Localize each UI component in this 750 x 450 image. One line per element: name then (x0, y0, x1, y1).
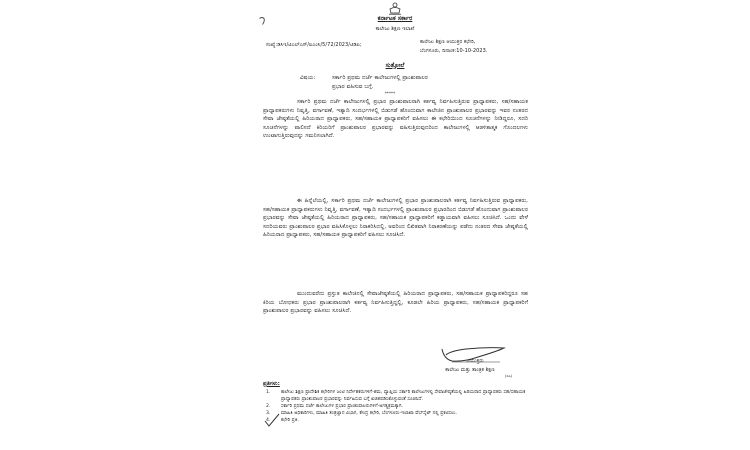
copy-item-text: ಕಾಲೇಜು ಶಿಕ್ಷಣ ಪ್ರಾದೇಶಿಕ ಕಛೇರಿಗಳ ಜಂಟಿ ನಿರ್ದೇಶಕರುಗಳಿಗೆ-ಶಮ, ವ್ಯಾಪ್ತಿಯ ಸರ್ಕಾರಿ ಕಾಲೇಜುಗಳಲ್ಲಿ ಸೇವಾಜೇಷ್ಠತೆಯಲ್ಲಿ ಹಿರಿಯರಾದ ಪ್ರಾಧ್ಯಾಪಕರು ಸಹ/ಸಹಾಯಕ ಪ್ರಾಧ್ಯಾಪಕರು ಪ್ರಾಂಶುಪಾಲರ ಪ್ರಭಾರವನ್ನು ನಿರ್ವಹಿಸುವ ಬಗ್ಗೆ ಖಚಿತಪಡಿಸಿಕೊಳ್ಳುವಂತೆ ಸೂಚಿಸಿದೆ. (281, 390, 526, 402)
copies-list (263, 389, 528, 424)
state-emblem-icon (387, 2, 403, 15)
signatory-office: ಕಾಲೇಜು ಮತ್ತು ತಾಂತ್ರಿಕ ಶಿಕ್ಷಣ (445, 367, 495, 373)
subject-label: ವಿಷಯ: (300, 75, 316, 81)
copy-item-number: 3. (266, 411, 271, 416)
copy-item-number: 2. (266, 404, 271, 409)
subject-line-2: ಪ್ರಭಾರ ವಹಿಸುವ ಬಗ್ಗೆ. (332, 83, 374, 90)
copy-item (263, 410, 528, 417)
office-address (420, 38, 530, 55)
reference-number: ಸಂಖ್ಯೆ:ಡಿಸಿಇ/ಟಿಎಲ್‌ಎಸ್/ಐಎಂಸಿ/5/72/2023/ಟಿಡಿಪಿ; (266, 42, 362, 48)
document-title: ಸುತ್ತೋಲೆ (385, 62, 405, 69)
signature-note: (ಸಹಿ) (505, 374, 513, 378)
copies-heading: ಪ್ರತಿಗಳು: (263, 381, 280, 387)
subject-line-1: ಸರ್ಕಾರಿ ಪ್ರಥಮ ದರ್ಜೆ ಕಾಲೇಜುಗಳಲ್ಲಿ ಪ್ರಾಂಶುಪಾಲರ (332, 75, 428, 81)
government-name: ಕರ್ನಾಟಕ ಸರ್ಕಾರ (377, 15, 413, 22)
department-name: ಕಾಲೇಜು ಶಿಕ್ಷಣ ಇಲಾಖೆ (375, 26, 415, 32)
office-date-line: ಬೆಂಗಳೂರು, ದಿನಾಂಕ:10-10-2023. (420, 47, 488, 54)
copy-item-text: ಮಾಹಿತಿ ಅಧಿಕಾರಿಗಳು, ಮಾಹಿತಿ ತಂತ್ರಜ್ಞಾನ ವಿಭಾಗ, ಕೇಂದ್ರ ಕಛೇರಿ, ಬೆಂಗಳೂರು-ಇಲಾಖಾ ವೆಬ್‌ಸೈಟ್ ನಲ್ಲಿ ಪ್ರಕಟಿಸಲು. (281, 411, 458, 416)
paragraph-2: ಈ ಹಿನ್ನೆಲೆಯಲ್ಲಿ, ಸರ್ಕಾರಿ ಪ್ರಥಮ ದರ್ಜೆ ಕಾಲೇಜುಗಳಲ್ಲಿ ಪ್ರಭಾರ ಪ್ರಾಂಶುಪಾಲರಾಗಿ ಕರ್ತವ್ಯ ನಿರ್ವಹಿಸುತ್ತಿರುವ ಪ್ರಾಧ್ಯಾಪಕರು, ಸಹ/ಸಹಾಯಕ ಪ್ರಾಧ್ಯಾಪಕರುಗಳು ನಿವೃತ್ತಿ, ವರ್ಗಾವಣೆ, ಇತ್ಯಾದಿ ಸಂದರ್ಭಗಳಲ್ಲಿ ಪ್ರಾಂಶುಪಾಲರ ಪ್ರಭಾರದಿಂದ ಬಿಡುಗಡೆ ಹೊಂದುವಾಗ ಪ್ರಾಂಶುಪಾಲರ ಪ್ರಭಾರವನ್ನು ಸೇವಾ ಜೇಷ್ಠತೆಯಲ್ಲಿ ಹಿರಿಯರಾದ ಪ್ರಾಧ್ಯಾಪಕರು, ಸಹ/ಸಹಾಯಕ ಪ್ರಾಧ್ಯಾಪಕರಿಗೆ ಕಡ್ಡಾಯವಾಗಿ ವಹಿಸಲು ಸೂಚಿಸಿದೆ. ಒಂದು ವೇಳೆ ಸದರಿಯವರು ಪ್ರಾಂಶುಪಾಲರ ಪ್ರಭಾರ ವಹಿಸಿಕೊಳ್ಳಲು ನಿರಾಕರಿಸಿದಲ್ಲಿ, ಅವರಿಂದ ಲಿಖಿತವಾಗಿ ನಿರಾಕರಣೆಯನ್ನು ಪಡೆದು ನಂತರದ ಸೇವಾ ಜೇಷ್ಠತೆಯಲ್ಲಿ ಹಿರಿಯರಾದ ಪ್ರಾಧ್ಯಾಪಕರು, ಸಹ/ಸಹಾಯಕ ಪ್ರಾಧ್ಯಾಪಕರಿಗೆ ವಹಿಸಲು ಸೂಚಿಸಿದೆ. (263, 198, 528, 239)
copy-item-text: ಸರ್ಕಾರಿ ಪ್ರಥಮ ದರ್ಜೆ ಕಾಲೇಜುಗಳ ಪ್ರಭಾರ ಪ್ರಾಂಶುಪಾಲರುಗಳಿಗೆ-ಅಗತ್ಯಕ್ರಮಕ್ಕಾಗಿ. (281, 404, 404, 409)
scan-mark-icon (258, 16, 266, 26)
separator: ***** (384, 91, 396, 96)
copy-item-number: 1. (266, 390, 271, 395)
paragraph-1: ಸರ್ಕಾರಿ ಪ್ರಥಮ ದರ್ಜೆ ಕಾಲೇಜುಗಳಲ್ಲಿ ಪ್ರಭಾರ ಪ್ರಾಂಶುಪಾಲರಾಗಿ ಕರ್ತವ್ಯ ನಿರ್ವಹಿಸುತ್ತಿರುವ ಪ್ರಾಧ್ಯಾಪಕರು, ಸಹ/ಸಹಾಯಕ ಪ್ರಾಧ್ಯಾಪಕರುಗಳು ನಿವೃತ್ತಿ, ವರ್ಗಾವಣೆ, ಇತ್ಯಾದಿ ಸಂದರ್ಭಗಳಲ್ಲಿ ಬಿಡುಗಡೆ ಹೊಂದುವಾಗ ಕಾಲೇಜಿನ ಪ್ರಾಂಶುಪಾಲರ ಪ್ರಭಾರವನ್ನು ಇವರ ನಂತರದ ಸೇವಾ ಜೇಷ್ಠತೆಯಲ್ಲಿ ಹಿರಿಯರಾದ ಪ್ರಾಧ್ಯಾಪಕರು, ಸಹ/ಸಹಾಯಕ ಪ್ರಾಧ್ಯಾಪಕರಿಗೆ ವಹಿಸಲು ಈ ಕಛೇರಿಯಿಂದ ಸೂಚನೆಗಳನ್ನು ನೀಡಿದ್ದರೂ, ಸದರಿ ಸೂಚನೆಗಳನ್ನು ಪಾಲಿಸದೆ ಕಿರಿಯರಿಗೆ ಪ್ರಾಂಶುಪಾಲರ ಪ್ರಭಾರವನ್ನು ವಹಿಸುತ್ತಿರುವುದರಿಂದ ಕಾಲೇಜುಗಳಲ್ಲಿ ಆಡಳಿತಾತ್ಮಕ ಗೊಂದಲಗಳು ಉಂಟಾಗುತ್ತಿರುವುದನ್ನು ಗಮನಿಸಲಾಗಿದೆ. (263, 99, 528, 140)
copy-item-number: 4. (266, 418, 271, 423)
signatory-designation: ಆಯುಕ್ತರು (466, 358, 484, 364)
copy-item-text: ಕಛೇರಿ ಪ್ರತಿ. (281, 418, 299, 423)
copy-item (263, 389, 528, 403)
subject-text (332, 74, 512, 91)
copy-item (263, 403, 528, 410)
office-line-1: ಕಾಲೇಜು ಶಿಕ್ಷಣ ಆಯುಕ್ತರ ಕಛೇರಿ, (420, 39, 476, 45)
paragraph-3: ಮುಂದುವರೆದು ಪ್ರಸ್ತುತ ಕಾಲೇಜಿನಲ್ಲಿ ಸೇವಾಜೇಷ್ಠತೆಯಲ್ಲಿ ಹಿರಿಯರಾದ ಪ್ರಾಧ್ಯಾಪಕರು, ಸಹ/ಸಹಾಯಕ ಪ್ರಾಧ್ಯಾಪಕರಿದ್ದರೂ ಸಹ ಕಿರಿಯ ಬೋಧಕರು ಪ್ರಭಾರ ಪ್ರಾಂಶುಪಾಲರಾಗಿ ಕರ್ತವ್ಯ ನಿರ್ವಹಿಸುತ್ತಿದ್ದಲ್ಲಿ, ಕೂಡಲೇ ಹಿರಿಯ ಪ್ರಾಧ್ಯಾಪಕರು, ಸಹ/ಸಹಾಯಕ ಪ್ರಾಧ್ಯಾಪಕರಿಗೆ ಪ್ರಾಂಶುಪಾಲರ ಪ್ರಭಾರವನ್ನು ವಹಿಸಲು ಸೂಚಿಸಿದೆ. (263, 291, 528, 315)
copy-item (263, 417, 528, 424)
